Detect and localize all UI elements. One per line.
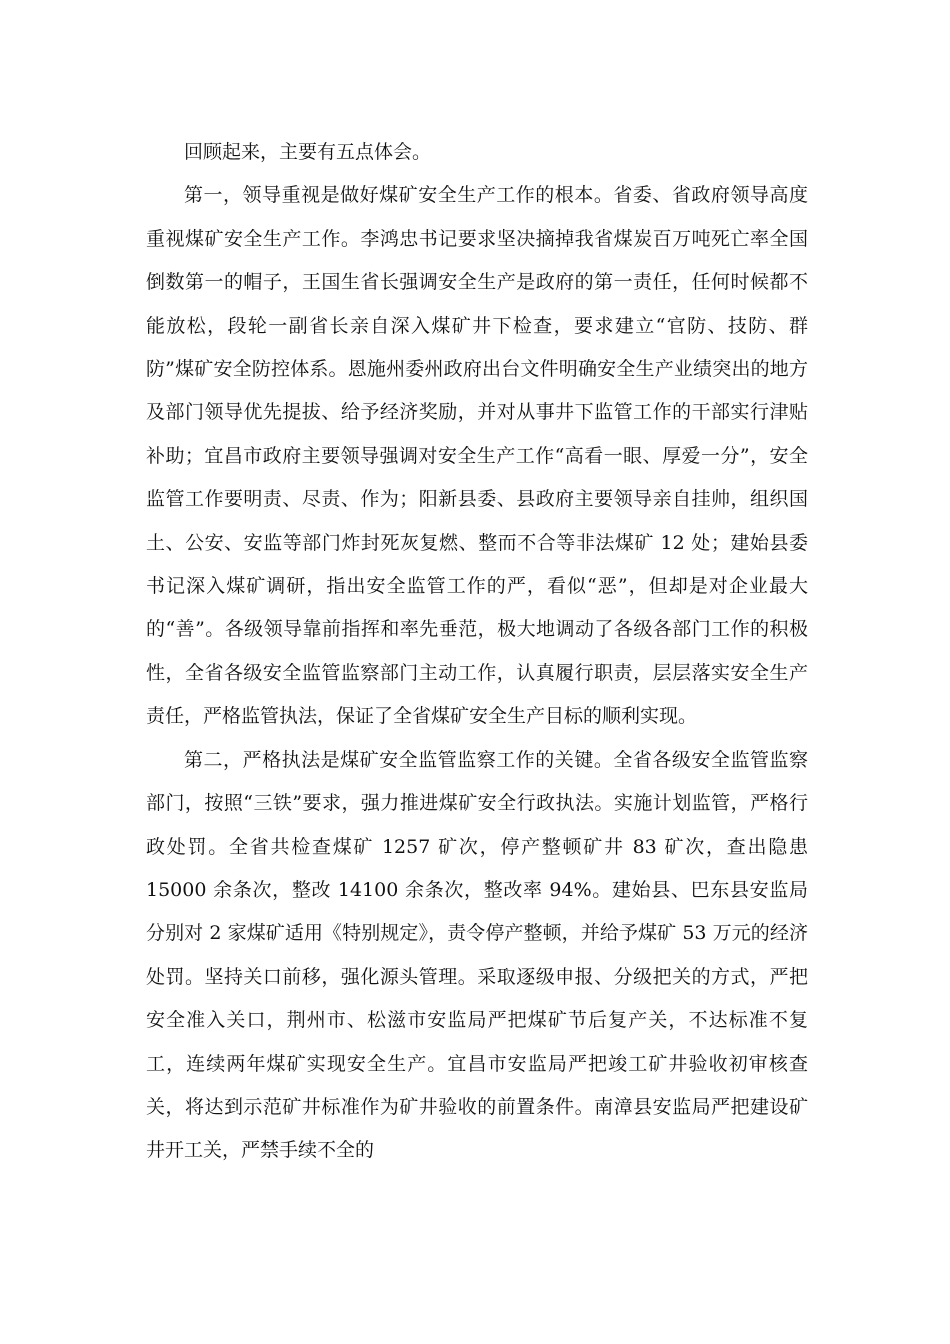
- paragraph-intro: 回顾起来，主要有五点体会。: [184, 141, 432, 163]
- paragraph-first-point: 第一，领导重视是做好煤矿安全生产工作的根本。省委、省政府领导高度重视煤矿安全生产工作。李鸿忠书记要求坚决摘掉我省煤炭百万吨死亡率全国倒数第一的帽子，王国生省长强调安全生产是政府的第一责任，任何时候都不能放松，段轮一副省长亲自深入煤矿井下检查，要求建立“官防、技防、群防”煤矿安全防控体系。恩施州委州政府出台文件明确安全生产业绩突出的地方及部门领导优先提拔、给予经济奖励，并对从事井下监管工作的干部实行津贴补助；宜昌市政府主要领导强调对安全生产工作“高看一眼、厚爱一分”，安全监管工作要明责、尽责、作为；阳新县委、县政府主要领导亲自挂帅，组织国土、公安、安监等部门炸封死灰复燃、整而不合等非法煤矿 12 处；建始县委书记深入煤矿调研，指出安全监管工作的严，看似“恶”，但却是对企业最大的“善”。各级领导靠前指挥和率先垂范，极大地调动了各级各部门工作的积极性，全省各级安全监管监察部门主动工作，认真履行职责，层层落实安全生产责任，严格监管执法，保证了全省煤矿安全生产目标的顺利实现。: [146, 184, 808, 728]
- paragraph-second-point: 第二，严格执法是煤矿安全监管监察工作的关键。全省各级安全监管监察部门，按照“三铁”要求，强力推进煤矿安全行政执法。实施计划监管，严格行政处罚。全省共检查煤矿 1257 矿次，停产整顿矿井 83 矿次，查出隐患 15000 余条次，整改 14100 余条次，整改率 94%。建始县、巴东县安监局分别对 2 家煤矿适用《特别规定》，责令停产整顿，并给予煤矿 53 万元的经济处罚。坚持关口前移，强化源头管理。采取逐级申报、分级把关的方式，严把安全准入关口，荆州市、松滋市安监局严把煤矿节后复产关，不达标准不复工，连续两年煤矿实现安全生产。宜昌市安监局严把竣工矿井验收初审核查关，将达到示范矿井标准作为矿井验收的前置条件。南漳县安监局严把建设矿井开工关，严禁手续不全的: [146, 748, 808, 1162]
- document-body: [146, 131, 808, 1173]
